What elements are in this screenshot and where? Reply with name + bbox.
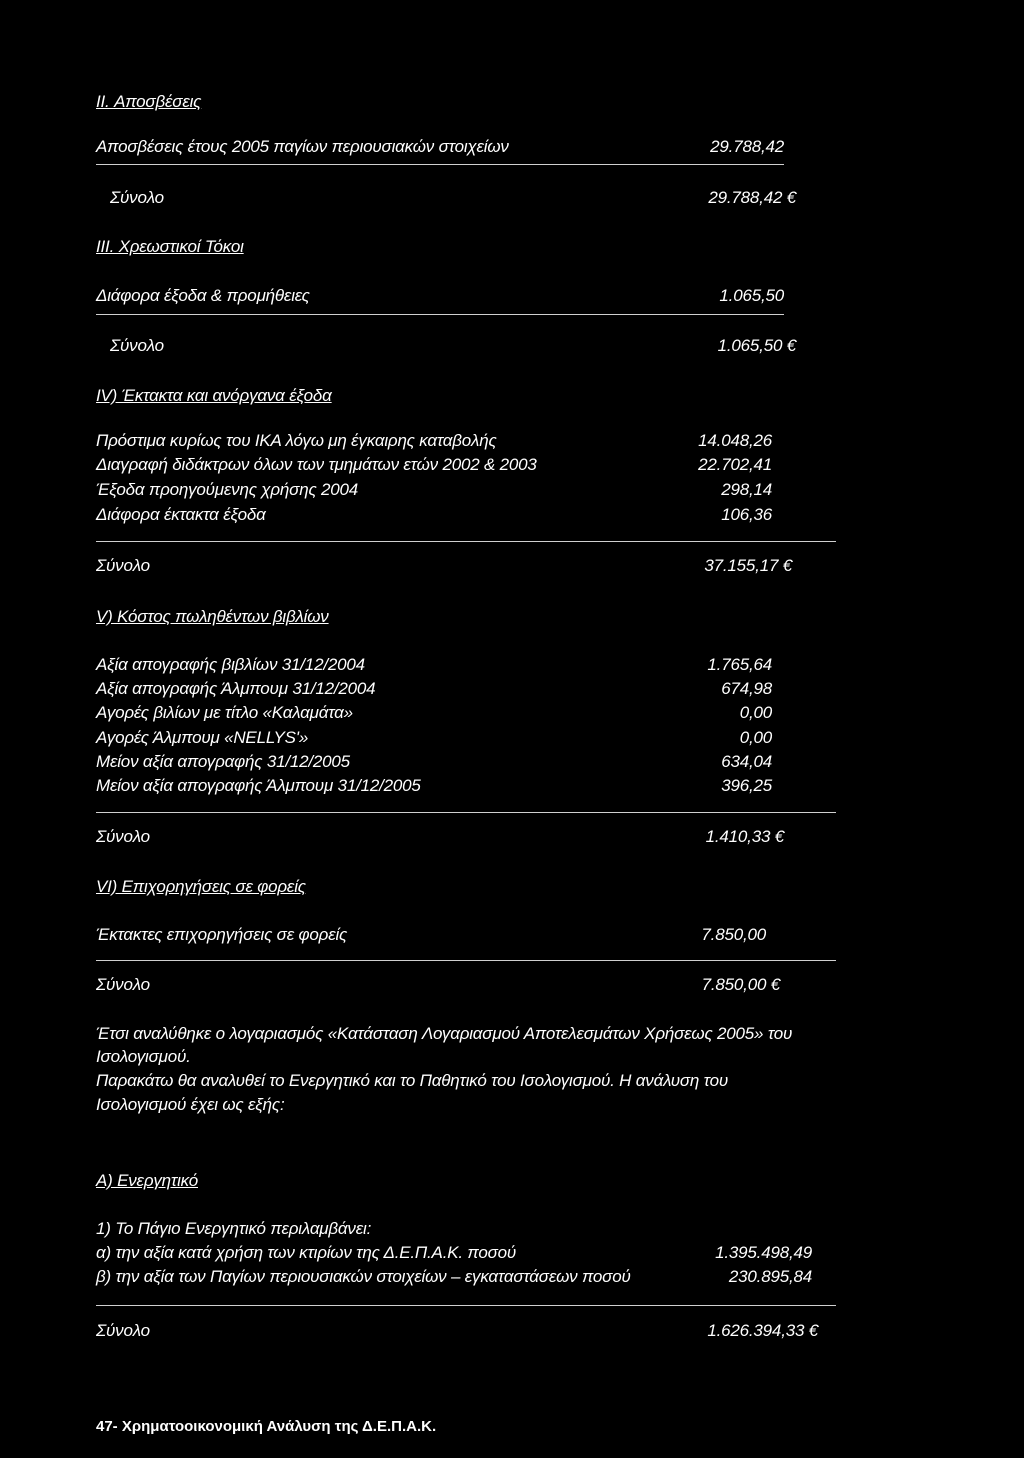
section-2-heading: II. Αποσβέσεις [96,92,202,111]
section-4-row-value: 298,14 [721,480,772,499]
section-5-row-label: Αγορές Άλμπουμ «NELLYS'» [96,728,309,747]
section-5-row-value: 674,98 [721,679,772,698]
section-4-total-label: Σύνολο [96,556,150,575]
section-3-row-label: Διάφορα έξοδα & προμήθειες [96,286,310,305]
section-2-rule [96,164,784,165]
section-4-heading: IV) Έκτακτα και ανόργανα έξοδα [96,386,332,405]
section-5-total-value: 1.410,33 € [705,827,784,846]
section-5-row-value: 0,00 [739,728,772,747]
section-2-row-value: 29.788,42 [710,137,784,156]
section-5-heading: V) Κόστος πωληθέντων βιβλίων [96,607,329,626]
section-2-row-label: Αποσβέσεις έτους 2005 παγίων περιουσιακών στοιχείων [96,137,509,156]
section-a-intro: 1) Το Πάγιο Ενεργητικό περιλαμβάνει: [96,1219,372,1238]
summary-paragraph-line-2: Ισολογισμού. [96,1047,191,1066]
summary-paragraph-line-1: Έτσι αναλύθηκε ο λογαριασμός «Κατάσταση Λογαριασμού Αποτελεσμάτων Χρήσεως 2005» του [96,1024,793,1043]
section-6-heading: VI) Επιχορηγήσεις σε φορείς [96,877,306,896]
page-footer: 47- Χρηματοοικονομική Ανάλυση της Δ.Ε.Π.Α.Κ. [96,1418,437,1435]
section-4-row-label: Έξοδα προηγούμενης χρήσης 2004 [96,480,359,499]
section-a-row-value: 230.895,84 [728,1267,812,1286]
section-4-rule [96,541,836,542]
section-a-row-value: 1.395.498,49 [715,1243,812,1262]
section-6-row-value: 7.850,00 [701,925,766,944]
section-4-total-value: 37.155,17 € [704,556,792,575]
summary-paragraph-line-3: Παρακάτω θα αναλυθεί το Ενεργητικό και το Παθητικό του Ισολογισμού. Η ανάλυση του [96,1071,728,1090]
section-5-rule [96,812,836,813]
section-5-row-value: 1.765,64 [707,655,772,674]
section-5-row-value: 396,25 [721,776,772,795]
section-5-row-value: 634,04 [721,752,772,771]
section-5-total-label: Σύνολο [96,827,150,846]
section-3-rule [96,314,784,315]
section-6-total-value: 7.850,00 € [701,975,780,994]
section-2-total-value: 29.788,42 € [708,188,796,207]
section-a-row-label: α) την αξία κατά χρήση των κτιρίων της Δ.Ε.Π.Α.Κ. ποσού [96,1243,517,1262]
section-5-row-label: Μείον αξία απογραφής Άλμπουμ 31/12/2005 [96,776,421,795]
section-5-row-label: Αξία απογραφής Άλμπουμ 31/12/2004 [96,679,376,698]
section-a-row-label: β) την αξία των Παγίων περιουσιακών στοιχείων – εγκαταστάσεων ποσού [96,1267,631,1286]
section-6-rule [96,960,836,961]
section-2-total-label: Σύνολο [110,188,164,207]
section-5-row-label: Μείον αξία απογραφής 31/12/2005 [96,752,350,771]
section-5-row-label: Αγορές βιλίων με τίτλο «Καλαμάτα» [96,703,353,722]
section-a-total-value: 1.626.394,33 € [707,1321,818,1340]
section-3-heading: III. Χρεωστικοί Τόκοι [96,237,244,256]
section-4-row-label: Διαγραφή διδάκτρων όλων των τμημάτων ετών 2002 & 2003 [96,455,537,474]
section-3-total-value: 1.065,50 € [717,336,796,355]
section-a-total-label: Σύνολο [96,1321,150,1340]
section-5-row-label: Αξία απογραφής βιβλίων 31/12/2004 [96,655,365,674]
section-a-rule [96,1305,836,1306]
section-4-row-label: Πρόστιμα κυρίως του ΙΚΑ λόγω μη έγκαιρης καταβολής [96,431,497,450]
section-4-row-value: 14.048,26 [698,431,772,450]
section-3-total-label: Σύνολο [110,336,164,355]
section-4-row-value: 106,36 [721,505,772,524]
section-4-row-value: 22.702,41 [698,455,772,474]
section-3-row-value: 1.065,50 [719,286,784,305]
section-6-total-label: Σύνολο [96,975,150,994]
summary-paragraph-line-4: Ισολογισμού έχει ως εξής: [96,1095,285,1114]
section-6-row-label: Έκτακτες επιχορηγήσεις σε φορείς [96,925,348,944]
section-a-heading: Α) Ενεργητικό [96,1171,198,1190]
section-4-row-label: Διάφορα έκτακτα έξοδα [96,505,266,524]
section-5-row-value: 0,00 [739,703,772,722]
